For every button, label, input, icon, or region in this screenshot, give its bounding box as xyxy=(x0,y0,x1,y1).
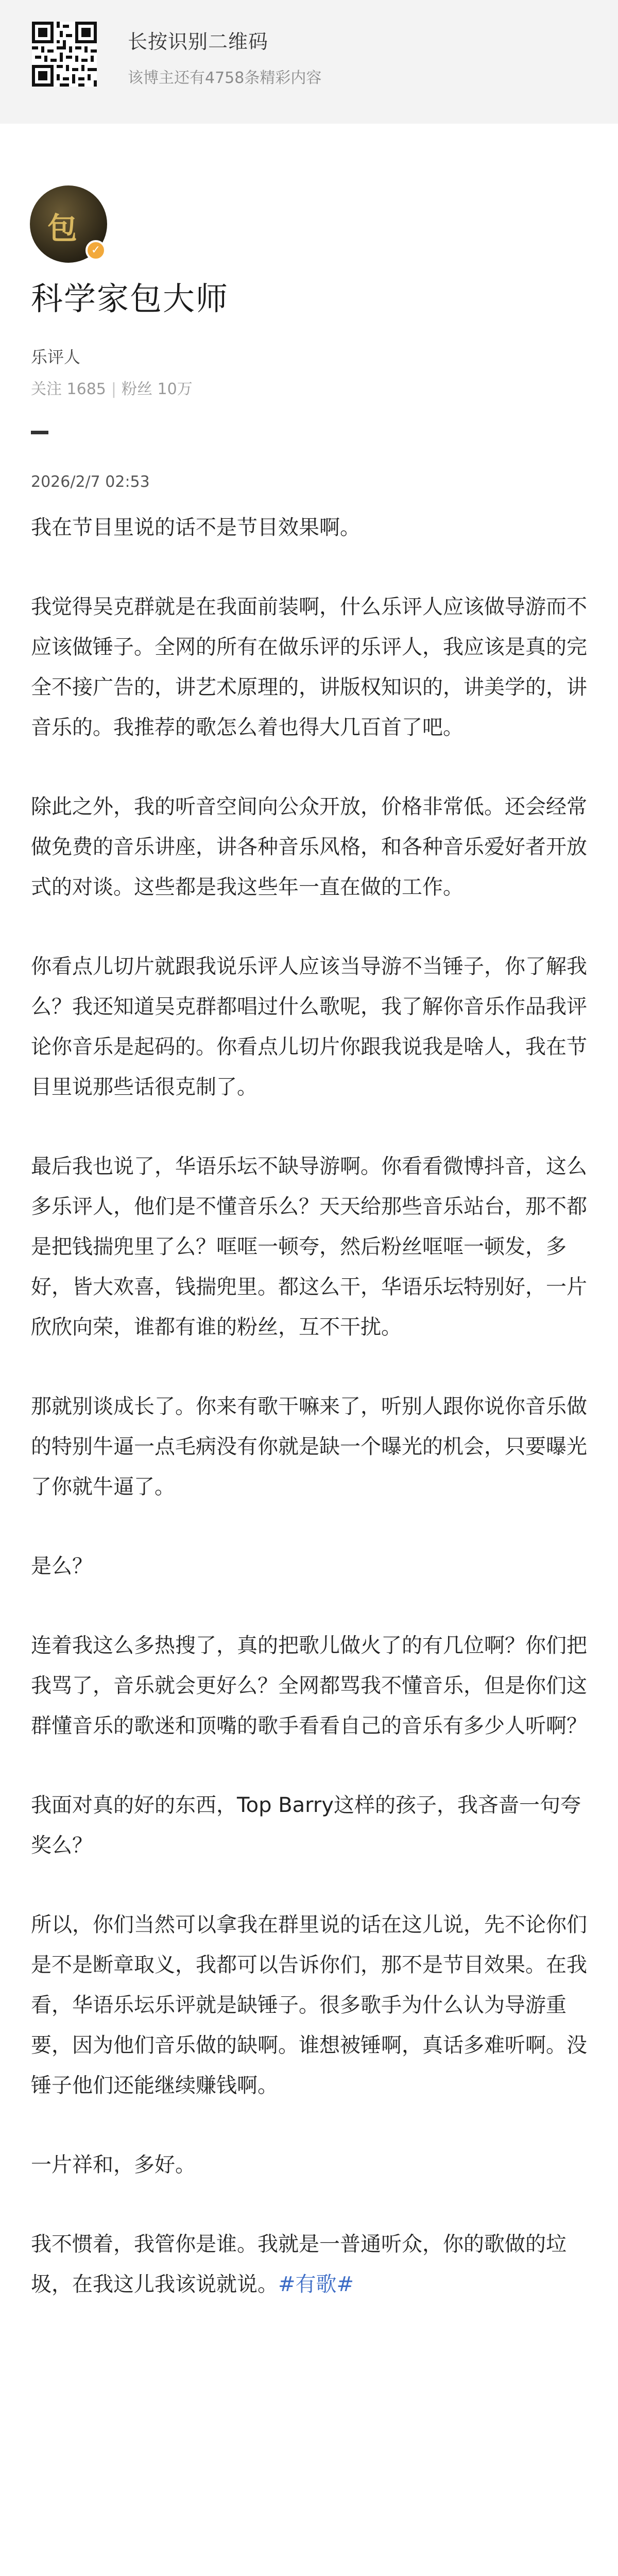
fans-count: 粉丝 10万 xyxy=(122,380,193,398)
verified-badge-icon: ✓ xyxy=(85,240,106,261)
user-role: 乐评人 xyxy=(31,347,81,367)
post-paragraph: 我面对真的好的东西，Top Barry这样的孩子，我吝啬一句夸奖么？ xyxy=(31,1793,581,1857)
post-paragraph: 除此之外，我的听音空间向公众开放，价格非常低。还会经常做免费的音乐讲座，讲各种音乐风格，和各种音乐爱好者开放式的对谈。这些都是我这些年一直在做的工作。 xyxy=(31,795,587,899)
post-paragraph-last xyxy=(31,2224,587,2304)
post-paragraph: 最后我也说了，华语乐坛不缺导游啊。你看看微博抖音，这么多乐评人，他们是不懂音乐么？天天给那些音乐站台，那不都是把钱揣兜里了么？哐哐一顿夸，然后粉丝哐哐一顿发，多好，皆大欢喜，钱揣兜里。都这么干，华语乐坛特别好，一片欣欣向荣，谁都有谁的粉丝，互不干扰。 xyxy=(31,1155,587,1339)
avatar-logo: 包 xyxy=(47,211,78,246)
post-paragraph: 是么？ xyxy=(31,1554,93,1578)
post-paragraph: 连着我这么多热搜了，真的把歌儿做火了的有几位啊？你们把我骂了，音乐就会更好么？全网都骂我不懂音乐，但是你们这群懂音乐的歌迷和顶嘴的歌手看看自己的音乐有多少人听啊？ xyxy=(31,1634,587,1738)
last-paragraph-text: 我不惯着，我管你是谁。我就是一普通听众，你的歌做的垃圾，在我这儿我该说就说。 xyxy=(31,2232,566,2296)
avatar[interactable] xyxy=(30,185,107,263)
post-body xyxy=(31,507,587,2304)
top-qr-banner xyxy=(0,0,618,124)
post-paragraph: 一片祥和，多好。 xyxy=(31,2153,196,2177)
post-paragraph: 我在节目里说的话不是节目效果啊。 xyxy=(31,516,360,539)
follow-count: 关注 1685 xyxy=(31,380,106,398)
hashtag-link[interactable]: #有歌# xyxy=(278,2273,354,2296)
banner-subtitle: 该博主还有4758条精彩内容 xyxy=(128,69,322,87)
post-timestamp: 2026/2/7 02:53 xyxy=(31,473,150,491)
stats-separator: | xyxy=(111,380,116,398)
post-paragraph: 你看点儿切片就跟我说乐评人应该当导游不当锤子，你了解我么？我还知道吴克群都唱过什么歌呢，我了解你音乐作品我评论你音乐是起码的。你看点儿切片你跟我说我是啥人，我在节目里说那些话很克制了。 xyxy=(31,955,587,1099)
user-name[interactable]: 科学家包大师 xyxy=(31,280,229,317)
post-paragraph: 那就别谈成长了。你来有歌干嘛来了，听别人跟你说你音乐做的特别牛逼一点毛病没有你就是缺一个曝光的机会，只要曝光了你就牛逼了。 xyxy=(31,1395,587,1499)
post-paragraph: 所以，你们当然可以拿我在群里说的话在这儿说，先不论你们是不是断章取义，我都可以告诉你们，那不是节目效果。在我看，华语乐坛乐评就是缺锤子。很多歌手为什么认为导游重要，因为他们音乐做的缺啊。谁想被锤啊，真话多难听啊。没锤子他们还能继续赚钱啊。 xyxy=(31,1913,587,2097)
qr-code-icon[interactable] xyxy=(32,22,97,87)
section-divider xyxy=(31,431,48,434)
post-paragraph: 我觉得吴克群就是在我面前装啊，什么乐评人应该做导游而不应该做锤子。全网的所有在做乐评的乐评人，我应该是真的完全不接广告的，讲艺术原理的，讲版权知识的，讲美学的，讲音乐的。我推荐的歌怎么着也得大几百首了吧。 xyxy=(31,595,587,739)
banner-title: 长按识别二维码 xyxy=(128,30,269,53)
user-stats xyxy=(31,376,193,399)
